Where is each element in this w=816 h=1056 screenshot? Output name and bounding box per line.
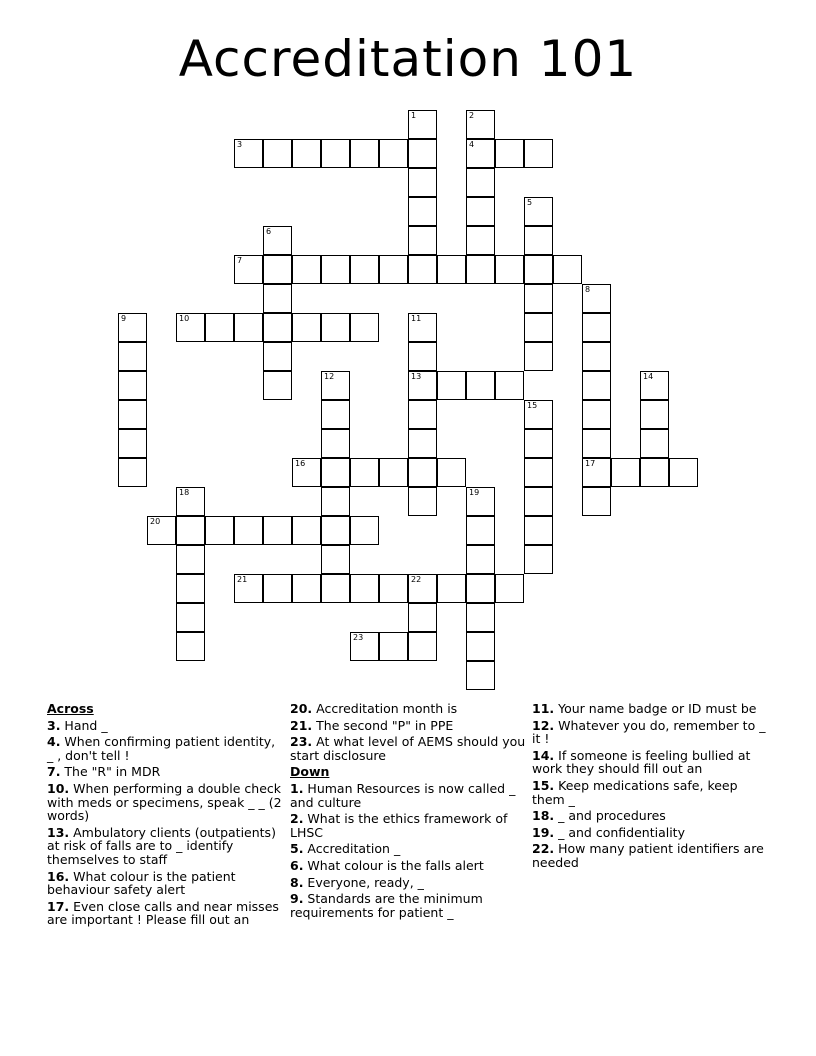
clue-item-number: 16.: [47, 868, 70, 884]
grid-cell[interactable]: [176, 574, 205, 603]
grid-cell[interactable]: [582, 458, 611, 487]
grid-cell[interactable]: [495, 371, 524, 400]
grid-cell[interactable]: [640, 400, 669, 429]
grid-cell[interactable]: [582, 313, 611, 342]
grid-cell[interactable]: [524, 400, 553, 429]
grid-cell[interactable]: [263, 226, 292, 255]
clue-item-text: Even close calls and near misses are important ! Please fill out an: [47, 898, 279, 928]
clue-column-3: [532, 702, 768, 873]
grid-cell[interactable]: [466, 139, 495, 168]
clue-item: [290, 735, 526, 762]
grid-cell[interactable]: [524, 313, 553, 342]
clue-item-number: 4.: [47, 734, 61, 750]
grid-cell[interactable]: [582, 487, 611, 516]
clue-item: [47, 735, 283, 762]
grid-cell[interactable]: [379, 255, 408, 284]
grid-cell[interactable]: [408, 429, 437, 458]
grid-cell[interactable]: [466, 545, 495, 574]
clue-number: 1: [411, 111, 417, 120]
grid-cell[interactable]: [234, 574, 263, 603]
grid-cell[interactable]: [205, 516, 234, 545]
grid-cell[interactable]: [321, 313, 350, 342]
clue-item: [47, 900, 283, 927]
grid-cell[interactable]: [582, 371, 611, 400]
grid-cell[interactable]: [118, 458, 147, 487]
grid-cell[interactable]: [408, 632, 437, 661]
clue-column-1: [47, 702, 283, 930]
clue-item: [532, 779, 768, 806]
grid-cell[interactable]: [408, 139, 437, 168]
grid-cell[interactable]: [495, 139, 524, 168]
down-heading: Down: [290, 764, 330, 780]
clue-item-number: 9.: [290, 891, 304, 907]
clue-item-number: 21.: [290, 717, 313, 733]
clue-item-number: 6.: [290, 857, 304, 873]
clue-number: 10: [179, 314, 190, 323]
clue-number: 22: [411, 575, 422, 584]
clue-item-text: Your name badge or ID must be: [554, 701, 757, 716]
grid-cell[interactable]: [263, 371, 292, 400]
grid-cell[interactable]: [234, 255, 263, 284]
grid-cell[interactable]: [466, 632, 495, 661]
clue-item-number: 7.: [47, 764, 61, 780]
grid-cell[interactable]: [350, 516, 379, 545]
grid-cell[interactable]: [466, 197, 495, 226]
grid-cell[interactable]: [408, 110, 437, 139]
grid-cell[interactable]: [379, 139, 408, 168]
grid-cell[interactable]: [321, 516, 350, 545]
clue-item: [290, 842, 526, 856]
grid-cell[interactable]: [176, 487, 205, 516]
grid-cell[interactable]: [408, 313, 437, 342]
grid-cell[interactable]: [582, 429, 611, 458]
grid-cell[interactable]: [437, 371, 466, 400]
grid-cell[interactable]: [408, 168, 437, 197]
grid-cell[interactable]: [118, 313, 147, 342]
grid-cell[interactable]: [350, 255, 379, 284]
across-clue-list: [47, 719, 283, 927]
grid-cell[interactable]: [466, 516, 495, 545]
clue-item-text: Hand _: [60, 717, 108, 733]
grid-cell[interactable]: [408, 197, 437, 226]
grid-cell[interactable]: [466, 255, 495, 284]
clue-item: [290, 859, 526, 873]
grid-cell[interactable]: [408, 371, 437, 400]
grid-cell[interactable]: [292, 458, 321, 487]
grid-cell[interactable]: [321, 139, 350, 168]
grid-cell[interactable]: [640, 458, 669, 487]
grid-cell[interactable]: [437, 458, 466, 487]
grid-cell[interactable]: [176, 313, 205, 342]
grid-cell[interactable]: [292, 255, 321, 284]
grid-cell[interactable]: [466, 168, 495, 197]
clue-item: [290, 719, 526, 733]
clue-item-number: 3.: [47, 717, 61, 733]
clue-item-number: 10.: [47, 780, 70, 796]
down-clue-list-continued: [532, 702, 768, 870]
grid-cell[interactable]: [524, 516, 553, 545]
clue-number: 6: [266, 227, 272, 236]
grid-cell[interactable]: [466, 603, 495, 632]
grid-cell[interactable]: [408, 458, 437, 487]
grid-cell[interactable]: [408, 342, 437, 371]
grid-cell[interactable]: [263, 284, 292, 313]
clue-item-text: The "R" in MDR: [60, 764, 161, 780]
clue-item-number: 20.: [290, 701, 313, 716]
clue-item: [532, 749, 768, 776]
clue-item-text: What colour is the falls alert: [303, 857, 484, 873]
grid-cell[interactable]: [495, 255, 524, 284]
grid-cell[interactable]: [147, 516, 176, 545]
across-clue-list-continued: [290, 702, 526, 762]
grid-cell[interactable]: [118, 429, 147, 458]
clue-item-number: 2.: [290, 811, 304, 827]
grid-cell[interactable]: [176, 516, 205, 545]
clue-column-2: [290, 702, 526, 922]
clue-item-text: Accreditation _: [303, 841, 401, 857]
grid-cell[interactable]: [350, 313, 379, 342]
grid-cell[interactable]: [582, 284, 611, 313]
clue-item-text: _ and confidentiality: [554, 824, 685, 840]
grid-cell[interactable]: [321, 255, 350, 284]
clue-item-text: Everyone, ready, _: [303, 874, 424, 890]
clue-item: [290, 782, 526, 809]
grid-cell[interactable]: [234, 313, 263, 342]
clue-item-number: 8.: [290, 874, 304, 890]
grid-cell[interactable]: [321, 545, 350, 574]
grid-cell[interactable]: [640, 371, 669, 400]
grid-cell[interactable]: [234, 139, 263, 168]
grid-cell[interactable]: [640, 429, 669, 458]
clue-item: [532, 702, 768, 716]
grid-cell[interactable]: [176, 632, 205, 661]
clue-item-text: What is the ethics framework of LHSC: [290, 811, 508, 840]
grid-cell[interactable]: [408, 226, 437, 255]
clue-number: 9: [121, 314, 127, 323]
clue-item-number: 18.: [532, 808, 555, 824]
clue-number: 23: [353, 633, 364, 642]
grid-cell[interactable]: [408, 255, 437, 284]
clue-item: [532, 842, 768, 869]
grid-cell[interactable]: [611, 458, 640, 487]
grid-cell[interactable]: [263, 574, 292, 603]
clue-item-text: _ and procedures: [554, 808, 666, 824]
grid-cell[interactable]: [350, 139, 379, 168]
clue-item: [47, 765, 283, 779]
clue-number: 15: [527, 401, 538, 410]
clue-number: 5: [527, 198, 533, 207]
clue-item-number: 22.: [532, 841, 555, 857]
clue-item: [532, 719, 768, 746]
grid-cell[interactable]: [582, 400, 611, 429]
clue-item-number: 14.: [532, 747, 555, 763]
grid-cell[interactable]: [292, 574, 321, 603]
clue-number: 18: [179, 488, 190, 497]
clue-item: [532, 826, 768, 840]
grid-cell[interactable]: [118, 371, 147, 400]
grid-cell[interactable]: [495, 574, 524, 603]
clue-number: 8: [585, 285, 591, 294]
clue-number: 11: [411, 314, 422, 323]
grid-cell[interactable]: [437, 574, 466, 603]
grid-cell[interactable]: [524, 284, 553, 313]
clue-item-text: What colour is the patient behaviour safety alert: [47, 868, 236, 898]
grid-cell[interactable]: [466, 661, 495, 690]
grid-cell[interactable]: [408, 603, 437, 632]
clue-item-number: 5.: [290, 841, 304, 857]
grid-cell[interactable]: [466, 487, 495, 516]
grid-cell[interactable]: [408, 574, 437, 603]
clue-item: [290, 812, 526, 839]
grid-cell[interactable]: [524, 139, 553, 168]
grid-cell[interactable]: [321, 574, 350, 603]
clue-item-number: 17.: [47, 898, 70, 914]
grid-cell[interactable]: [524, 487, 553, 516]
clue-number: 13: [411, 372, 422, 381]
grid-cell[interactable]: [524, 255, 553, 284]
grid-cell[interactable]: [176, 603, 205, 632]
grid-cell[interactable]: [263, 313, 292, 342]
grid-cell[interactable]: [118, 342, 147, 371]
clue-number: 21: [237, 575, 248, 584]
grid-cell[interactable]: [669, 458, 698, 487]
clue-item: [47, 719, 283, 733]
clue-number: 3: [237, 140, 243, 149]
clue-item-number: 19.: [532, 824, 555, 840]
grid-cell[interactable]: [292, 313, 321, 342]
grid-cell[interactable]: [524, 458, 553, 487]
grid-cell[interactable]: [408, 400, 437, 429]
clue-number: 4: [469, 140, 475, 149]
grid-cell[interactable]: [466, 110, 495, 139]
clue-item-text: Human Resources is now called _ and culture: [290, 780, 516, 810]
clue-number: 2: [469, 111, 475, 120]
grid-cell[interactable]: [379, 574, 408, 603]
clue-item: [47, 826, 283, 867]
clue-item-text: When performing a double check with meds or specimens, speak _ _ (2 words): [47, 780, 282, 824]
grid-cell[interactable]: [466, 371, 495, 400]
clue-number: 20: [150, 517, 161, 526]
grid-cell[interactable]: [321, 371, 350, 400]
clue-item-number: 23.: [290, 734, 313, 750]
grid-cell[interactable]: [524, 545, 553, 574]
down-clue-list: [290, 782, 526, 919]
clue-item-text: At what level of AEMS should you start disclosure: [290, 734, 526, 763]
grid-cell[interactable]: [524, 429, 553, 458]
grid-cell[interactable]: [379, 458, 408, 487]
clue-item-number: 1.: [290, 780, 304, 796]
grid-cell[interactable]: [437, 255, 466, 284]
clue-item-text: When confirming patient identity, _ , don't tell !: [47, 734, 276, 763]
grid-cell[interactable]: [321, 487, 350, 516]
grid-cell[interactable]: [350, 632, 379, 661]
grid-cell[interactable]: [350, 458, 379, 487]
grid-cell[interactable]: [205, 313, 234, 342]
grid-cell[interactable]: [263, 342, 292, 371]
clue-item-text: The second "P" in PPE: [312, 717, 454, 733]
clue-item: [47, 870, 283, 897]
grid-cell[interactable]: [466, 574, 495, 603]
grid-cell[interactable]: [321, 429, 350, 458]
grid-cell[interactable]: [524, 197, 553, 226]
clue-item-text: Keep medications safe, keep them _: [532, 777, 738, 807]
grid-cell[interactable]: [118, 400, 147, 429]
grid-cell[interactable]: [321, 400, 350, 429]
grid-cell[interactable]: [234, 516, 263, 545]
clue-item: [47, 782, 283, 823]
clue-item-text: How many patient identifiers are needed: [532, 841, 764, 870]
clue-number: 16: [295, 459, 306, 468]
grid-cell[interactable]: [176, 545, 205, 574]
grid-cell[interactable]: [321, 458, 350, 487]
grid-cell[interactable]: [292, 139, 321, 168]
across-heading: Across: [47, 701, 94, 716]
grid-cell[interactable]: [582, 342, 611, 371]
clue-item: [290, 892, 526, 919]
clue-number: 17: [585, 459, 596, 468]
grid-cell[interactable]: [292, 516, 321, 545]
clue-number: 12: [324, 372, 335, 381]
grid-cell[interactable]: [466, 226, 495, 255]
clue-item-number: 15.: [532, 777, 555, 793]
clue-item-text: Whatever you do, remember to _ it !: [532, 717, 766, 747]
grid-cell[interactable]: [553, 255, 582, 284]
clue-item: [532, 809, 768, 823]
clue-item-text: Ambulatory clients (outpatients) at risk of falls are to _ identify themselves to staff: [47, 824, 276, 867]
grid-cell[interactable]: [524, 342, 553, 371]
clue-number: 19: [469, 488, 480, 497]
grid-cell[interactable]: [408, 487, 437, 516]
grid-cell[interactable]: [263, 139, 292, 168]
grid-cell[interactable]: [524, 226, 553, 255]
clue-item-text: Accreditation month is: [312, 701, 458, 716]
page-title: Accreditation 101: [178, 30, 638, 88]
grid-cell[interactable]: [350, 574, 379, 603]
clue-item: [290, 876, 526, 890]
clue-item-number: 11.: [532, 701, 555, 716]
clue-number: 7: [237, 256, 243, 265]
grid-cell[interactable]: [379, 632, 408, 661]
clue-item-text: If someone is feeling bullied at work they should fill out an: [532, 747, 751, 777]
clue-number: 14: [643, 372, 654, 381]
clue-item: [290, 702, 526, 716]
grid-cell[interactable]: [263, 255, 292, 284]
clue-item-text: Standards are the minimum requirements for patient _: [290, 891, 483, 920]
clue-item-number: 13.: [47, 824, 70, 840]
grid-cell[interactable]: [263, 516, 292, 545]
clue-item-number: 12.: [532, 717, 555, 733]
